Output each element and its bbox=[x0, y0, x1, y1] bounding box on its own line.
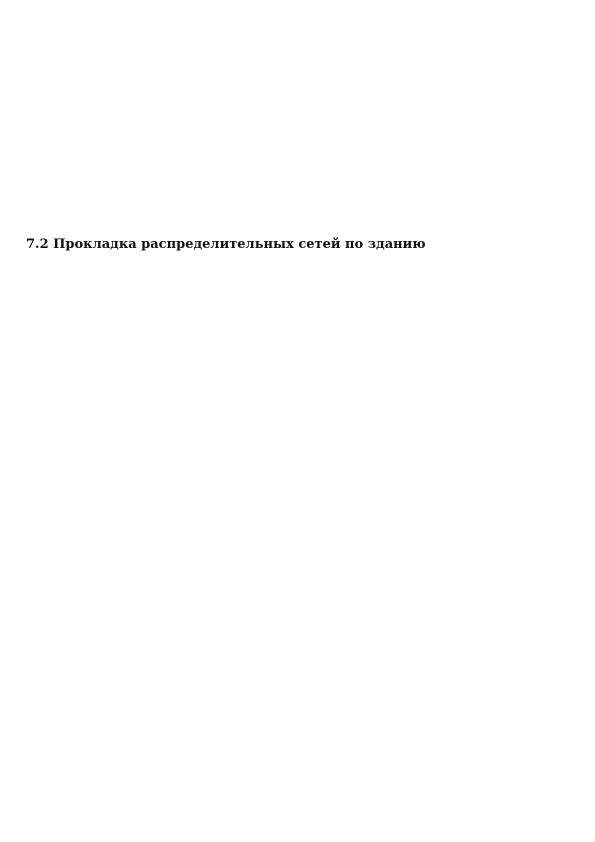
section-heading: 7.2 Прокладка распределительных сетей по зданию bbox=[26, 237, 426, 252]
